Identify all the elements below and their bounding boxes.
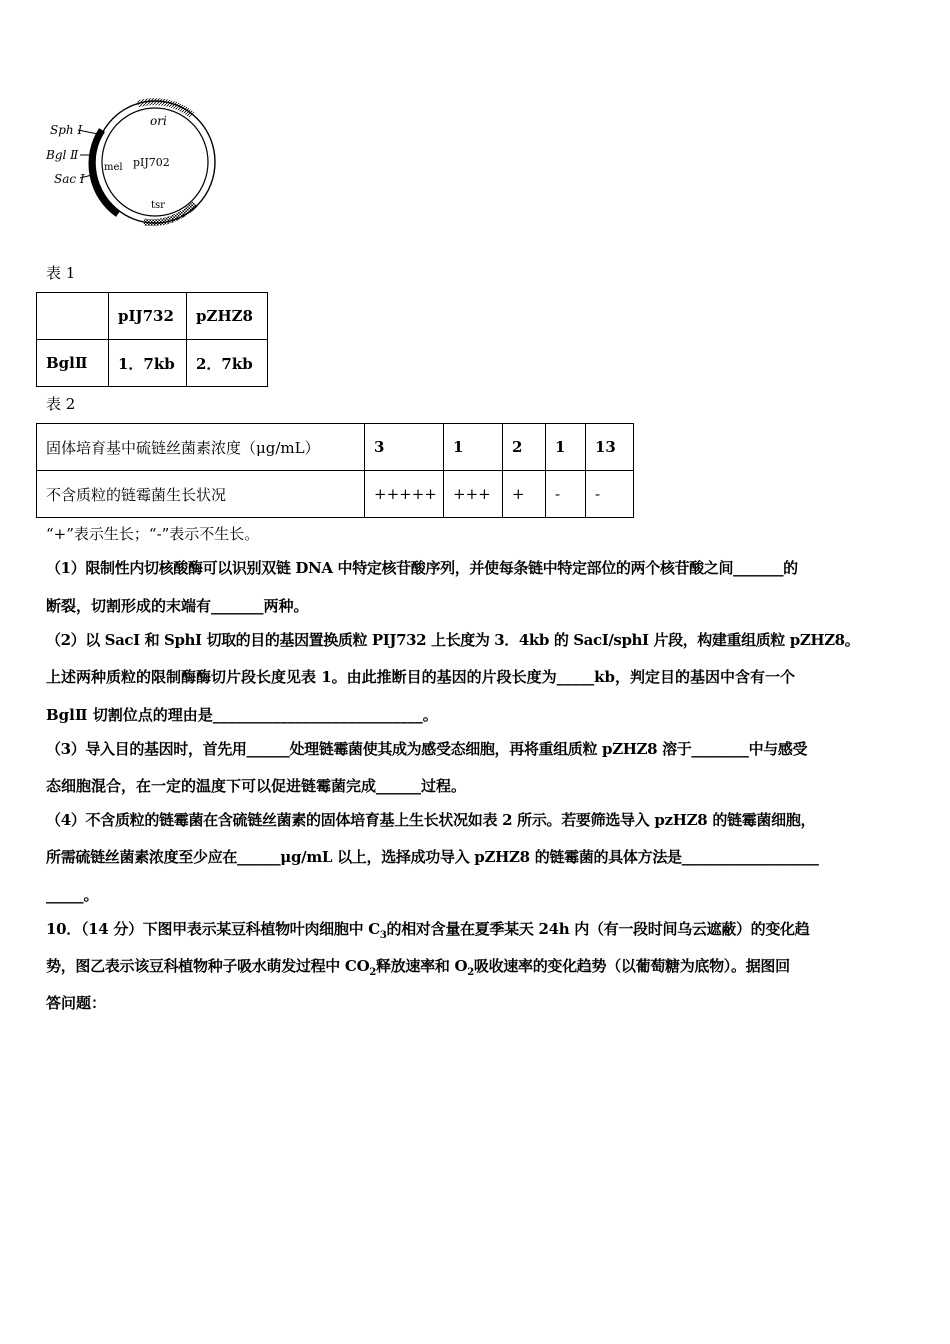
- table1-cell: 2．7kb: [187, 340, 268, 387]
- question-3-line-2: 态细胞混合，在一定的温度下可以促进链霉菌完成______过程。: [46, 777, 467, 795]
- q10-line2-subscript-1: 2: [369, 967, 377, 978]
- q10-line1-part-b: 的相对含量在夏季某天 24h 内（有一段时间乌云遮蔽）的变化趋: [386, 920, 810, 938]
- question-1-line-1: （1）限制性内切核酸酶可以识别双链 DNA 中特定核苷酸序列，并使每条链中特定部位的两个核苷酸之间_______的: [46, 559, 798, 577]
- table-row: [37, 424, 634, 471]
- plasmid-diagram: [40, 92, 230, 242]
- question-2-line-2: 上述两种质粒的限制酶酶切片段长度见表 1。由此推断目的基因的片段长度为_____kb，判定目的基因中含有一个: [46, 668, 796, 686]
- question-1-line-2: 断裂，切割形成的末端有_______两种。: [46, 597, 309, 615]
- table1-cell: 1．7kb: [109, 340, 187, 387]
- table2-caption: 表 2: [46, 395, 76, 413]
- sph-label: Sph Ⅰ: [50, 123, 83, 137]
- q10-line2-part-a: 势，图乙表示该豆科植物种子吸水萌发过程中 CO: [46, 957, 370, 975]
- table2-cell: 不含质粒的链霉菌生长状况: [37, 471, 365, 518]
- table2-cell: 1: [546, 424, 586, 471]
- table2-cell: 3: [365, 424, 444, 471]
- table1-caption: 表 1: [46, 264, 76, 282]
- q10-line2-part-c: 吸收速率的变化趋势（以葡萄糖为底物）。据图回: [473, 957, 790, 975]
- table-row: [37, 340, 268, 387]
- q10-line1-subscript: 3: [379, 930, 387, 941]
- table2-cell: +++++: [365, 471, 444, 518]
- question-10-line-3: 答问题：: [46, 994, 107, 1012]
- table1-header-cell: pZHZ8: [187, 293, 268, 340]
- table2-cell: -: [586, 471, 634, 518]
- table1-cell: BglⅡ: [37, 340, 109, 387]
- table2-cell: +++: [444, 471, 503, 518]
- table2-cell: 1: [444, 424, 503, 471]
- table1: [36, 292, 268, 387]
- table1-header-row: [37, 293, 268, 340]
- question-2-line-3: BglⅡ 切割位点的理由是____________________________。: [46, 706, 438, 724]
- q10-line2-part-b: 释放速率和 O: [376, 957, 468, 975]
- table2: [36, 423, 634, 518]
- tsr-label: tsr: [151, 200, 165, 211]
- table2-cell: 2: [503, 424, 546, 471]
- ori-label: ori: [150, 114, 167, 128]
- table1-header-cell: [37, 293, 109, 340]
- question-4-line-3: _____。: [46, 886, 99, 904]
- question-4-line-1: （4）不含质粒的链霉菌在含硫链丝菌素的固体培育基上生长状况如表 2 所示。若要筛选导入 pzHZ8 的链霉菌细胞，: [46, 811, 816, 829]
- bgl-label: Bgl Ⅱ: [46, 148, 79, 162]
- question-2-line-1: （2）以 SacⅠ 和 SphⅠ 切取的目的基因置换质粒 PIJ732 上长度为 3．4kb 的 SacⅠ/sphⅠ 片段，构建重组质粒 pZHZ8。: [46, 631, 860, 649]
- question-10-line-1: [46, 918, 809, 941]
- q10-line2-subscript-2: 2: [467, 967, 474, 978]
- table2-cell: -: [546, 471, 586, 518]
- table-row: [37, 471, 634, 518]
- plasmid-name-label: pIJ702: [133, 156, 170, 169]
- question-4-line-2: 所需硫链丝菌素浓度至少应在______μg/mL 以上，选择成功导入 pZHZ8 的链霉菌的具体方法是___________________: [46, 848, 819, 866]
- table2-cell: +: [503, 471, 546, 518]
- mel-label: mel: [104, 162, 123, 173]
- q10-line1-part-a: 10．（14 分）下图甲表示某豆科植物叶肉细胞中 C: [46, 920, 380, 938]
- legend-note: “+”表示生长；“-”表示不生长。: [46, 525, 260, 543]
- table2-cell: 固体培育基中硫链丝菌素浓度（μg/mL）: [37, 424, 365, 471]
- table1-header-cell: pIJ732: [109, 293, 187, 340]
- table2-cell: 13: [586, 424, 634, 471]
- question-10-line-2: [46, 955, 790, 978]
- sac-label: Sac Ⅰ: [54, 172, 85, 186]
- question-3-line-1: （3）导入目的基因时，首先用______处理链霉菌使其成为感受态细胞，再将重组质粒 pZHZ8 溶于________中与感受: [46, 740, 808, 758]
